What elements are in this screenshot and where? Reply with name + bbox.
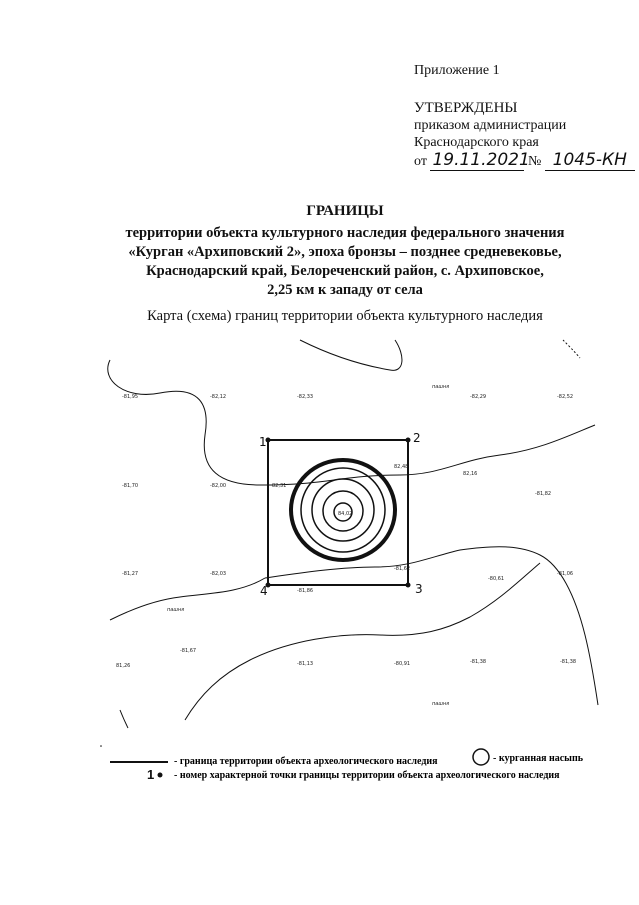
contour-lines — [108, 340, 598, 728]
elevation-mark: -81,86 — [297, 588, 314, 594]
date-number-line — [414, 150, 635, 171]
elevation-mark: -82,52 — [557, 394, 574, 400]
elevation-mark: -81,06 — [557, 571, 574, 577]
burial-mound — [291, 460, 395, 560]
elevation-mark: -82,00 — [210, 483, 227, 489]
map-caption: Карта (схема) границ территории объекта культурного наследия — [147, 308, 543, 324]
elevation-mark: -80,61 — [488, 576, 505, 582]
elevation-mark: -81,13 — [297, 661, 314, 667]
order-line-1: приказом администрации — [414, 118, 567, 133]
vertex-2 — [406, 438, 411, 443]
elevation-mark: 82,16 — [463, 471, 478, 477]
area-label-field: пашня — [167, 607, 185, 613]
number-prefix: № — [527, 154, 542, 169]
elevation-mark: 84,02 — [338, 511, 353, 517]
vertex-3 — [406, 583, 411, 588]
approved-label: УТВЕРЖДЕНЫ — [414, 100, 518, 116]
elevation-mark: -80,91 — [394, 661, 411, 667]
map-legend — [95, 740, 635, 790]
area-label-field: пашня — [432, 701, 450, 707]
contour-line-upper — [108, 360, 595, 485]
legend-mound-symbol — [473, 749, 489, 765]
elevation-mark: -81,38 — [560, 659, 577, 665]
legend-dot-mark — [100, 745, 102, 747]
date-prefix: от — [414, 154, 427, 169]
legend-point-marker — [158, 773, 163, 778]
mound-outer-contour — [291, 460, 395, 560]
legend-point-number: 1 — [147, 767, 155, 782]
boundary-map — [100, 335, 600, 735]
contour-line-middle — [265, 547, 598, 705]
elevation-mark: -81,95 — [122, 394, 139, 400]
elevation-mark: -81,82 — [535, 491, 552, 497]
order-line-2: Краснодарского края — [414, 135, 539, 150]
title-line-1: ГРАНИЦЫ — [306, 203, 384, 219]
elevation-mark: -82,29 — [470, 394, 487, 400]
point-number-2: 2 — [413, 431, 421, 445]
elevation-mark: -81,67 — [180, 648, 197, 654]
elevation-mark: 82,31 — [272, 483, 287, 489]
legend-boundary-text: - граница территории объекта археологического наследия — [174, 756, 438, 767]
order-text — [414, 117, 566, 151]
handwritten-date: 19.11.2021 — [432, 150, 530, 170]
elevation-mark: -81,62 — [394, 566, 411, 572]
document-title — [60, 202, 630, 300]
elevation-mark: 81,26 — [116, 663, 131, 669]
title-line-3: «Курган «Архиповский 2», эпоха бронзы – позднее средневековье, — [128, 244, 562, 260]
contour-line-corner — [563, 340, 580, 358]
contour-line-lower — [185, 563, 540, 720]
elevation-mark: -81,70 — [122, 483, 139, 489]
elevation-mark: -81,38 — [470, 659, 487, 665]
contour-line-top — [300, 340, 402, 370]
handwritten-number: 1045-КН — [545, 150, 635, 171]
mound-contour-2 — [301, 468, 385, 552]
legend-mound-text: - курганная насыпь — [493, 753, 584, 764]
contour-line-left — [110, 578, 265, 620]
point-number-4: 4 — [260, 584, 268, 598]
elevation-mark: 82,48 — [394, 464, 409, 470]
title-line-5: 2,25 км к западу от села — [267, 282, 423, 298]
appendix-label: Приложение 1 — [414, 63, 500, 78]
elevation-mark: -82,33 — [297, 394, 314, 400]
title-line-4: Краснодарский край, Белореченский район, с. Архиповское, — [146, 263, 544, 279]
point-number-3: 3 — [415, 582, 423, 596]
point-number-1: 1 — [259, 435, 267, 449]
contour-line-edge — [120, 710, 128, 728]
title-line-2: территории объекта культурного наследия федерального значения — [125, 225, 565, 241]
elevation-mark: -82,03 — [210, 571, 227, 577]
legend-point-text: - номер характерной точки границы территории объекта археологического наследия — [174, 770, 560, 781]
elevation-mark: -82,12 — [210, 394, 227, 400]
area-label-field: пашня — [432, 384, 450, 390]
elevation-mark: -81,27 — [122, 571, 139, 577]
